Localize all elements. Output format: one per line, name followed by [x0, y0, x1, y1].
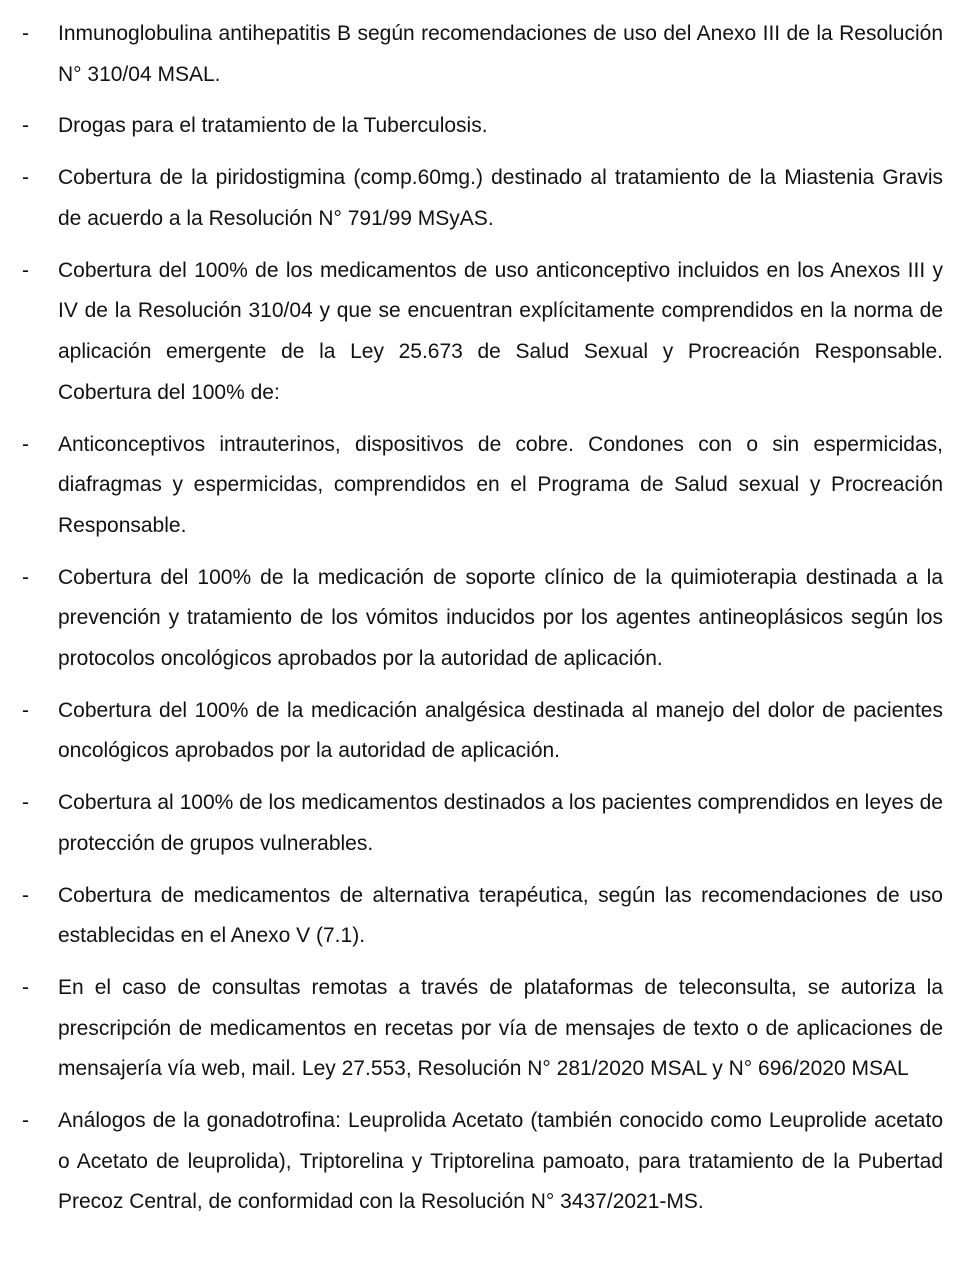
list-item-text: Cobertura del 100% de la medicación de soporte clínico de la quimioterapia destinada a la prevención y tratamiento de los vómitos inducidos por los agentes antineoplásicos según los protocolos oncológicos aprobados por la autoridad de aplicación. — [58, 565, 943, 670]
list-item-text: Cobertura del 100% de la medicación analgésica destinada al manejo del dolor de pacientes oncológicos aprobados por la autoridad de aplicación. — [58, 698, 943, 763]
list-bullet: - — [22, 166, 29, 190]
list-item — [0, 783, 969, 864]
list-item-text: Anticonceptivos intrauterinos, dispositivos de cobre. Condones con o sin espermicidas, diafragmas y espermicidas, comprendidos en el Programa de Salud sexual y Procreación Responsable. — [58, 432, 943, 537]
list-item — [0, 691, 969, 772]
list-bullet: - — [22, 432, 29, 456]
list-bullet: - — [22, 1109, 29, 1133]
list-item-text: Análogos de la gonadotrofina: Leuprolida Acetato (también conocido como Leuprolide acetato o Acetato de leuprolida), Triptorelina y Triptorelina pamoato, para tratamiento de la Pubertad Precoz Central, de conformidad con la Resolución N° 3437/2021-MS. — [58, 1109, 943, 1214]
list-bullet: - — [22, 883, 29, 907]
list-item-text: Inmunoglobulina antihepatitis B según recomendaciones de uso del Anexo III de la Resolución N° 310/04 MSAL. — [58, 22, 943, 86]
list-bullet: - — [22, 976, 29, 1000]
document-page — [0, 14, 969, 1234]
list-item-text: Cobertura de medicamentos de alternativa terapéutica, según las recomendaciones de uso establecidas en el Anexo V (7.1). — [58, 883, 943, 948]
list-bullet: - — [22, 698, 29, 722]
list-bullet: - — [22, 114, 29, 138]
list-item — [0, 425, 969, 547]
list-item — [0, 158, 969, 239]
list-item — [0, 106, 969, 147]
list-item-text: Cobertura al 100% de los medicamentos destinados a los pacientes comprendidos en leyes de protección de grupos vulnerables. — [58, 791, 943, 855]
coverage-list — [0, 14, 969, 1223]
list-bullet: - — [22, 565, 29, 589]
list-item-text: Cobertura de la piridostigmina (comp.60mg.) destinado al tratamiento de la Miastenia Gravis de acuerdo a la Resolución N° 791/99 MSyAS. — [58, 166, 943, 230]
list-item — [0, 876, 969, 957]
list-bullet: - — [22, 22, 29, 45]
list-item-text: Cobertura del 100% de los medicamentos de uso anticonceptivo incluidos en los Anexos III y IV de la Resolución 310/04 y que se encuentran explícitamente comprendidos en la norma de aplicación emergente de la Ley 25.673 de Salud Sexual y Procreación Responsable. Cobertura del 100% de: — [58, 258, 943, 404]
list-item — [0, 968, 969, 1090]
list-item — [0, 1101, 969, 1223]
list-item-text: Drogas para el tratamiento de la Tuberculosis. — [58, 114, 488, 138]
list-bullet: - — [22, 791, 29, 815]
list-item — [0, 14, 969, 95]
list-item-text: En el caso de consultas remotas a través de plataformas de teleconsulta, se autoriza la prescripción de medicamentos en recetas por vía de mensajes de texto o de aplicaciones de mensajería vía web, mail. Ley 27.553, Resolución N° 281/2020 MSAL y N° 696/2020 MSAL — [58, 976, 943, 1081]
list-bullet: - — [22, 258, 29, 282]
list-item — [0, 558, 969, 680]
list-item — [0, 251, 969, 413]
